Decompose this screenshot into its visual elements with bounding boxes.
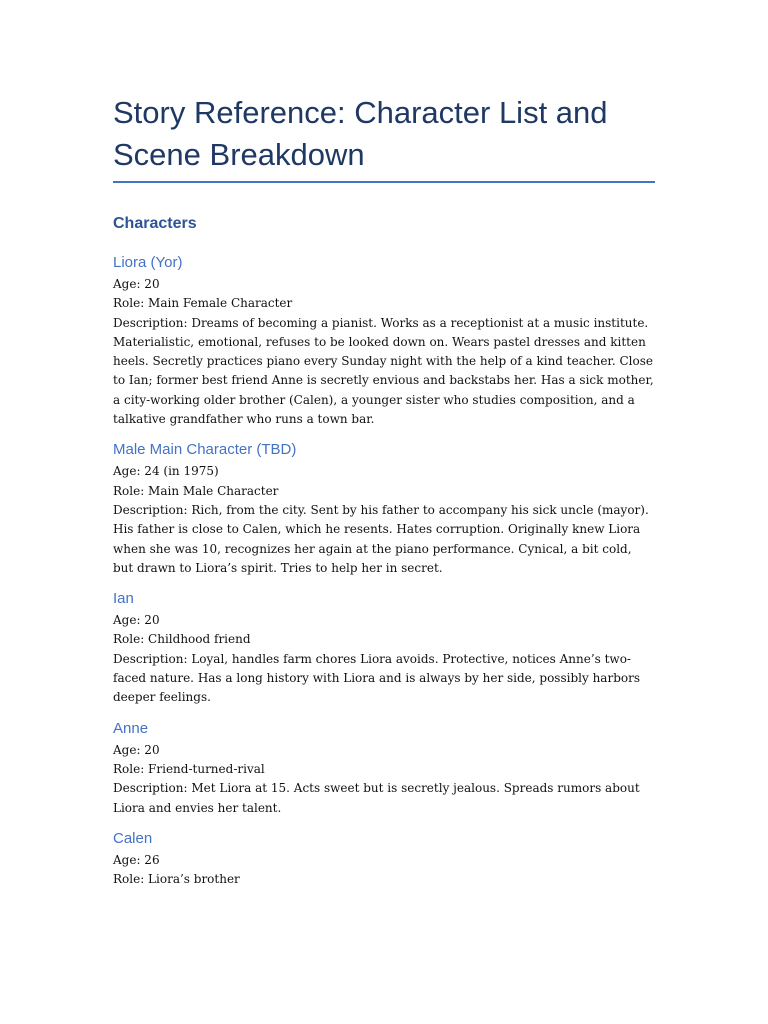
character-role: Role: Main Female Character [113,296,293,311]
character-role: Role: Main Male Character [113,483,279,498]
character-entry-male-main [113,440,655,578]
document-page [113,92,655,900]
character-description: Description: Rich, from the city. Sent by his father to accompany his sick uncle (mayor). His father is close to Calen, which he resents. Hates corruption. Originally knew Liora when she was 10, recognizes her again at the piano performance. Cynical, a bit cold, but drawn to Liora’s spirit. Tries to help her in secret. [113,502,649,575]
character-description: Description: Dreams of becoming a pianist. Works as a receptionist at a music institute. Materialistic, emotional, refuses to be looked down on. Wears pastel dresses and kitten heels. Secretly practices piano every Sunday night with the help of a kind teacher. Close to Ian; former best friend Anne is secretly envious and backstabs her. Has a sick mother, a city-working older brother (Calen), a younger sister who studies composition, and a talkative grandfather who runs a town bar. [113,315,654,427]
character-entry-calen [113,829,655,890]
character-description: Description: Loyal, handles farm chores Liora avoids. Protective, notices Anne’s two-faced nature. Has a long history with Liora and is always by her side, possibly harbors deeper feelings. [113,651,640,705]
character-name: Anne [113,719,149,737]
character-name: Male Main Character (TBD) [113,441,297,459]
character-role: Role: Friend-turned-rival [113,761,265,776]
page-title-line-1: Story Reference: Character List and [113,95,608,130]
character-role: Role: Liora’s brother [113,872,240,887]
character-age: Age: 20 [113,613,160,628]
character-age: Age: 20 [113,742,160,757]
character-entry-liora [113,253,655,429]
character-name: Calen [113,829,153,847]
character-name: Ian [113,590,134,608]
section-heading-characters: Characters [113,215,197,232]
character-entry-anne [113,719,655,818]
character-description: Description: Met Liora at 15. Acts sweet but is secretly jealous. Spreads rumors about Liora and envies her talent. [113,781,640,815]
character-age: Age: 26 [113,852,160,867]
title-divider [113,181,655,183]
character-role: Role: Childhood friend [113,632,251,647]
character-name: Liora (Yor) [113,254,183,271]
character-age: Age: 20 [113,277,160,291]
character-entry-ian [113,589,655,707]
character-age: Age: 24 (in 1975) [113,464,219,479]
page-title [113,92,655,176]
page-title-line-2: Scene Breakdown [113,137,365,172]
